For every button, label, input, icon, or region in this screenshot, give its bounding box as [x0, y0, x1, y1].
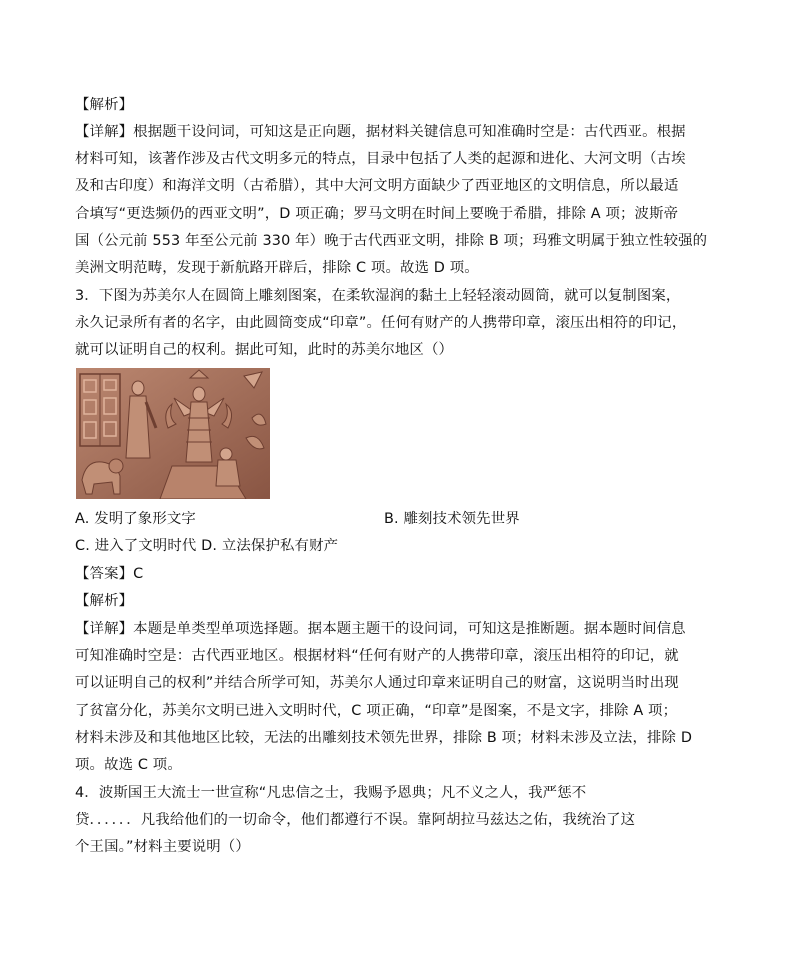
question-3-stem: 3．下图为苏美尔人在圆筒上雕刻图案，在柔软湿润的黏土上轻轻滚动圆筒，就可以复制图案，	[75, 288, 681, 304]
explanation-line: 可以证明自己的权利”并结合所学可知，苏美尔人通过印章来证明自己的财富，这说明当时出现	[75, 675, 679, 691]
seal-relief-drawing	[76, 368, 270, 499]
explanation-line: 可知准确时空是：古代西亚地区。根据材料“任何有财产的人携带印章，滚压出相符的印记，就	[75, 648, 679, 664]
option-c-d: C. 进入了文明时代 D. 立法保护私有财产	[75, 538, 339, 554]
explanation-line: 【详解】本题是单类型单项选择题。据本题主题干的设问词，可知这是推断题。据本题时间信息	[75, 621, 686, 637]
explanation-line: 国（公元前 553 年至公元前 330 年）晚于古代西亚文明，排除 B 项；玛雅文明属于独立性较强的	[75, 233, 708, 249]
question-4-stem: 4．波斯国王大流士一世宣称“凡忠信之士，我赐予恩典；凡不义之人，我严惩不	[75, 785, 587, 801]
question-4-stem: 个王国。”材料主要说明（）	[75, 839, 250, 855]
option-b: B. 雕刻技术领先世界	[384, 511, 520, 527]
explanation-line: 及和古印度）和海洋文明（古希腊），其中大河文明方面缺少了西亚地区的文明信息，所以最适	[75, 178, 679, 194]
explanation-line: 【详解】根据题干设问词，可知这是正向题，据材料关键信息可知准确时空是：古代西亚。根据	[75, 124, 686, 140]
option-a: A. 发明了象形文字	[75, 511, 196, 527]
analysis-heading: 【解析】	[75, 97, 134, 113]
cylinder-seal-image	[76, 368, 270, 499]
explanation-line: 材料未涉及和其他地区比较，无法的出雕刻技术领先世界，排除 B 项；材料未涉及立法，排除 D	[75, 730, 693, 746]
question-4-stem: 贷．．．．．．凡我给他们的一切命令，他们都遵行不误。靠阿胡拉马兹达之佑，我统治了这	[75, 812, 636, 828]
explanation-line: 材料可知，该著作涉及古代文明多元的特点，目录中包括了人类的起源和进化、大河文明（古埃	[75, 151, 686, 167]
answer-line: 【答案】C	[75, 566, 144, 582]
question-3-stem: 永久记录所有者的名字，由此圆筒变成“印章”。任何有财产的人携带印章，滚压出相符的印记，	[75, 315, 687, 331]
analysis-heading: 【解析】	[75, 593, 134, 609]
question-3-stem: 就可以证明自己的权利。据此可知，此时的苏美尔地区（）	[75, 342, 454, 358]
explanation-line: 项。故选 C 项。	[75, 757, 182, 773]
explanation-line: 合填写“更迭频仍的西亚文明”，D 项正确；罗马文明在时间上要晚于希腊，排除 A 项；波斯帝	[75, 206, 679, 222]
explanation-line: 美洲文明范畴，发现于新航路开辟后，排除 C 项。故选 D 项。	[75, 260, 479, 276]
explanation-line: 了贫富分化，苏美尔文明已进入文明时代，C 项正确，“印章”是图案，不是文字，排除 A 项；	[75, 703, 678, 719]
